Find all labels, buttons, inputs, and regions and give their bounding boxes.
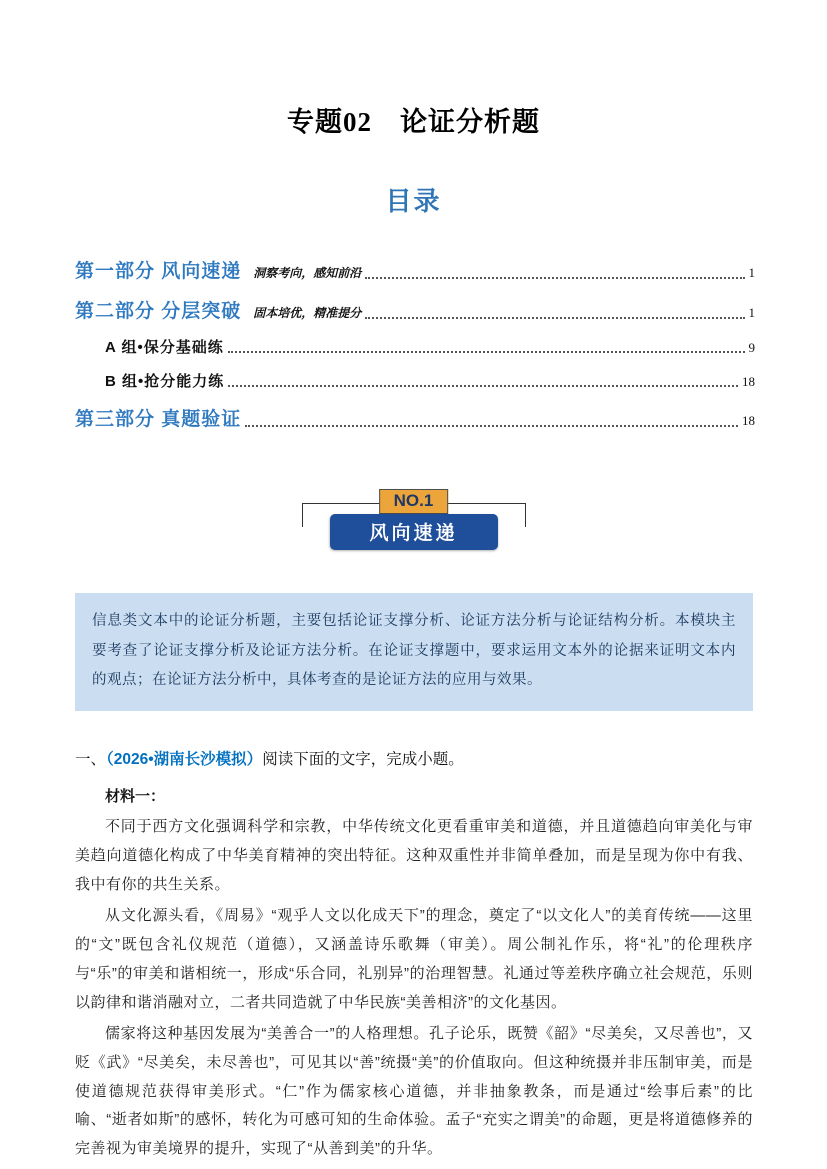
toc-item-subtitle: 固本培优，精准提分: [253, 306, 362, 320]
toc-dot-leader: [245, 425, 738, 427]
toc-page-number: 18: [742, 374, 755, 389]
toc-item-label: B 组•抢分能力练: [105, 373, 225, 390]
toc-item-group-b[interactable]: [75, 370, 755, 391]
toc-page-number: 9: [748, 340, 755, 355]
toc-dot-leader: [228, 385, 738, 387]
exercise-instruction: 阅读下面的文字，完成小题。: [262, 751, 464, 769]
toc-page-number: 1: [748, 305, 755, 320]
material-label: 材料一：: [105, 787, 166, 805]
toc-item-subtitle: 洞察考向，感知前沿: [253, 266, 362, 280]
toc-item-label: A 组•保分基础练: [105, 339, 224, 356]
exercise-heading: [75, 745, 753, 774]
material-paragraph: 从文化源头看，《周易》“观乎人文以化成天下”的理念，奠定了“以文化人”的美育传统——这里的“文”既包含礼仪规范（道德），又涵盖诗乐歌舞（审美）。周公制礼作乐，将“礼”的伦理秩序与“乐”的审美和谐相统一，形成“乐合同，礼别异”的治理智慧。礼通过等差秩序确立社会规范，乐则以韵律和谐消融对立，二者共同造就了中华民族“美善相济”的文化基因。: [75, 906, 753, 1011]
table-of-contents: [75, 256, 755, 431]
toc-page-number: 1: [748, 265, 755, 280]
toc-item-group-a[interactable]: [75, 336, 755, 357]
toc-item-label: 第三部分 真题验证: [75, 409, 242, 430]
page-title: 专题02 论证分析题: [287, 107, 540, 137]
material-paragraph: 儒家将这种基因发展为“美善合一”的人格理想。孔子论乐，既赞《韶》“尽美矣，又尽善也”，又贬《武》“尽美矣，未尽善也”，可见其以“善”统摄“美”的价值取向。但这种统摄并非压制审美，而是使道德规范获得审美形式。“仁”作为儒家核心道德，并非抽象教条，而是通过“绘事后素”的比喻、“逝者如斯”的感怀，转化为可感可知的生命体验。孟子“充实之谓美”的命题，更是将道德修养的完善视为审美境界的提升，实现了“从善到美”的升华。: [75, 1024, 753, 1158]
toc-item-label: 第二部分 分层突破: [75, 301, 242, 322]
toc-item-part2[interactable]: [75, 296, 755, 323]
exercise-section: [75, 745, 753, 1164]
toc-dot-leader: [365, 317, 744, 319]
intro-note-box: 信息类文本中的论证分析题，主要包括论证支撑分析、论证方法分析与论证结构分析。本模块主要考查了论证支撑分析及论证方法分析。在论证支撑题中，要求运用文本外的论据来证明文本内的观点；在论证方法分析中，具体考查的是论证方法的应用与效果。: [75, 593, 753, 711]
toc-item-part3[interactable]: [75, 404, 755, 431]
toc-item-label: 第一部分 风向速递: [75, 261, 242, 282]
material-paragraph: 不同于西方文化强调科学和宗教，中华传统文化更看重审美和道德，并且道德趋向审美化与审美趋向道德化构成了中华美育精神的突出特征。这种双重性并非简单叠加，而是呈现为你中有我、我中有你的共生关系。: [75, 818, 753, 893]
badge-section-title: 风向速递: [329, 514, 497, 550]
toc-dot-leader: [228, 351, 745, 353]
exercise-number: 一、: [75, 751, 107, 769]
toc-page-number: 18: [742, 413, 755, 428]
toc-title: 目录: [385, 186, 442, 216]
toc-item-part1[interactable]: [75, 256, 755, 283]
exercise-source-tag: （2026•湖南长沙模拟）: [106, 751, 263, 769]
badge-number: NO.1: [379, 489, 449, 514]
toc-dot-leader: [365, 277, 744, 279]
section-badge: [314, 489, 514, 547]
